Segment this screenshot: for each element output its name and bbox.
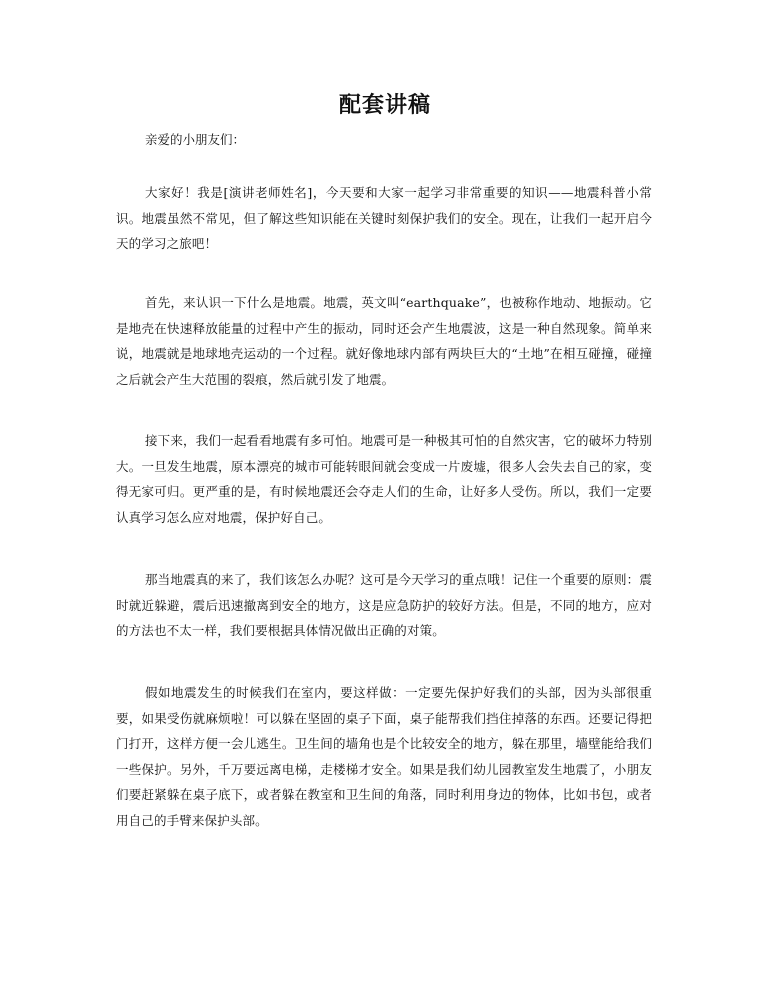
salutation: 亲爱的小朋友们： — [145, 132, 246, 147]
paragraph-indoor-safety: 假如地震发生的时候我们在室内，要这样做：一定要先保护好我们的头部，因为头部很重要，如果受伤就麻烦啦！可以躲在坚固的桌子下面，桌子能帮我们挡住掉落的东西。还要记得把门打开，这样方便一会儿逃生。卫生间的墙角也是个比较安全的地方，躲在那里，墙壁能给我们一些保护。另外，千万要远离电梯，走楼梯才安全。如果是我们幼儿园教室发生地震了，小朋友们要赶紧躲在桌子底下，或者躲在教室和卫生间的角落，同时利用身边的物体，比如书包，或者用自己的手臂来保护头部。 — [116, 685, 652, 828]
paragraph-greeting: 大家好！我是[演讲老师姓名]，今天要和大家一起学习非常重要的知识——地震科普小常识。地震虽然不常见，但了解这些知识能在关键时刻保护我们的安全。现在，让我们一起开启今天的学习之旅吧！ — [116, 185, 652, 251]
paragraph-earthquake-danger: 接下来，我们一起看看地震有多可怕。地震可是一种极其可怕的自然灾害，它的破坏力特别大。一旦发生地震，原本漂亮的城市可能转眼间就会变成一片废墟，很多人会失去自己的家，变得无家可归。更严重的是，有时候地震还会夺走人们的生命，让好多人受伤。所以，我们一定要认真学习怎么应对地震，保护好自己。 — [116, 433, 652, 525]
paragraph-response-principle: 那当地震真的来了，我们该怎么办呢？这可是今天学习的重点哦！记住一个重要的原则：震时就近躲避，震后迅速撤离到安全的地方，这是应急防护的较好方法。但是，不同的地方，应对的方法也不太一样，我们要根据具体情况做出正确的对策。 — [116, 572, 652, 638]
page-title: 配套讲稿 — [338, 92, 431, 118]
paragraph-what-is-earthquake: 首先，来认识一下什么是地震。地震，英文叫“earthquake”，也被称作地动、地振动。它是地壳在快速释放能量的过程中产生的振动，同时还会产生地震波，这是一种自然现象。简单来说，地震就是地球地壳运动的一个过程。就好像地球内部有两块巨大的“土地”在相互碰撞，碰撞之后就会产生大范围的裂痕，然后就引发了地震。 — [116, 295, 652, 387]
